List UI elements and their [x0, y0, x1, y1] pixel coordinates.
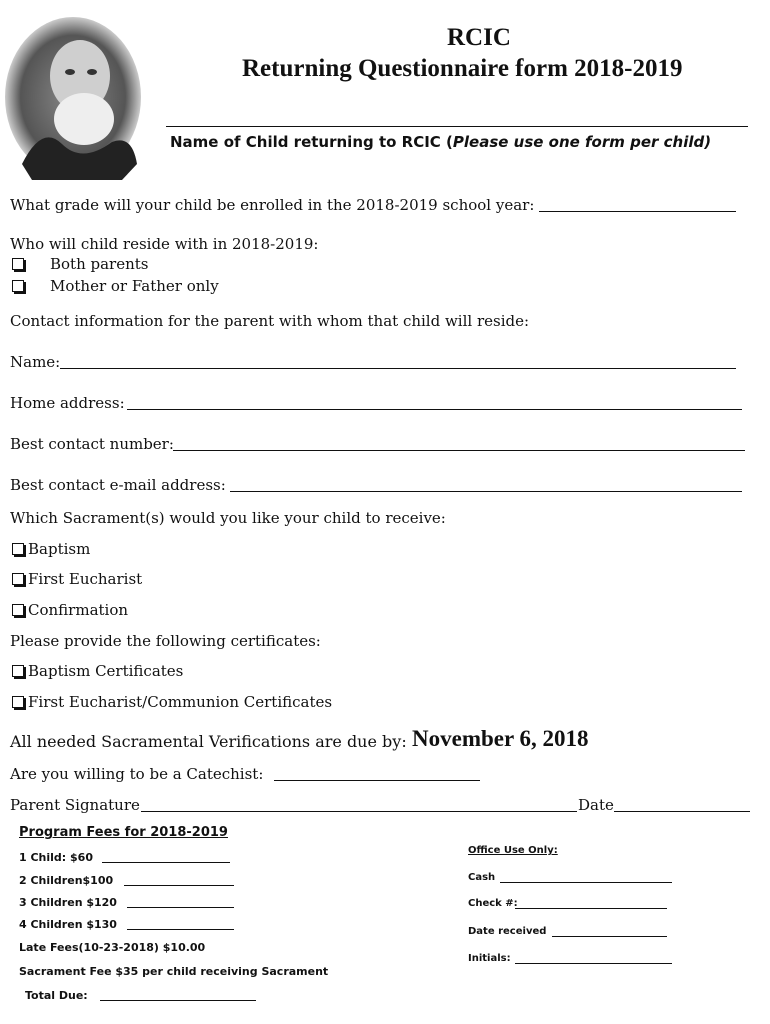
reside-option-single[interactable]: Mother or Father only [12, 277, 219, 295]
signature-label: Parent Signature [10, 796, 140, 814]
office-cash-field[interactable] [500, 882, 672, 883]
catechist-field[interactable] [274, 780, 480, 781]
sacrament-option-confirmation[interactable]: Confirmation [12, 601, 128, 619]
fee-item: 4 Children $130 [19, 918, 117, 931]
office-check-label: Check #: [468, 898, 518, 909]
child-name-label: Name of Child returning to RCIC (Please use one form per child) [170, 133, 712, 151]
checkbox-icon[interactable] [12, 573, 24, 585]
grade-question: What grade will your child be enrolled in the 2018-2019 school year: [10, 196, 535, 214]
office-initials-label: Initials: [468, 953, 511, 964]
email-field[interactable] [230, 491, 742, 492]
checkbox-icon[interactable] [12, 665, 24, 677]
office-initials-field[interactable] [515, 963, 672, 964]
fee-item: 1 Child: $60 [19, 851, 93, 864]
sacrament-question: Which Sacrament(s) would you like your child to receive: [10, 509, 446, 527]
total-due-label: Total Due: [25, 989, 88, 1002]
date-label: Date [578, 796, 614, 814]
name-field[interactable] [60, 368, 736, 369]
catechist-question: Are you willing to be a Catechist: [10, 765, 264, 783]
date-field[interactable] [614, 811, 750, 812]
fee-field[interactable] [124, 885, 234, 886]
signature-field[interactable] [141, 811, 577, 812]
due-label: All needed Sacramental Verifications are due by: [10, 732, 407, 751]
portrait-image [2, 14, 144, 180]
page-title: RCIC [447, 24, 511, 51]
checkbox-icon[interactable] [12, 280, 24, 292]
office-date-field[interactable] [552, 936, 667, 937]
certificates-question: Please provide the following certificates: [10, 632, 321, 650]
sacrament-option-baptism[interactable]: Baptism [12, 540, 90, 558]
contact-number-field[interactable] [173, 450, 745, 451]
fee-field[interactable] [127, 907, 234, 908]
sacrament-option-eucharist[interactable]: First Eucharist [12, 570, 142, 588]
checkbox-icon[interactable] [12, 696, 24, 708]
sacrament-fee: Sacrament Fee $35 per child receiving Sacrament [19, 965, 329, 978]
home-address-field[interactable] [127, 409, 742, 410]
due-date: November 6, 2018 [412, 726, 589, 751]
fee-item: 2 Children$100 [19, 874, 114, 887]
office-heading: Office Use Only: [468, 845, 558, 856]
grade-field[interactable] [539, 211, 736, 212]
checkbox-icon[interactable] [12, 258, 24, 270]
checkbox-icon[interactable] [12, 604, 24, 616]
contact-intro: Contact information for the parent with whom that child will reside: [10, 312, 530, 330]
reside-option-both[interactable]: Both parents [12, 255, 149, 273]
fee-item: 3 Children $120 [19, 896, 117, 909]
checkbox-icon[interactable] [12, 543, 24, 555]
total-due-field[interactable] [100, 1000, 256, 1001]
office-check-field[interactable] [515, 908, 667, 909]
child-name-line[interactable] [166, 126, 748, 127]
late-fee: Late Fees(10-23-2018) $10.00 [19, 941, 206, 954]
home-address-label: Home address: [10, 394, 125, 412]
email-label: Best contact e-mail address: [10, 476, 226, 494]
certificate-option-baptism[interactable]: Baptism Certificates [12, 662, 183, 680]
fee-field[interactable] [102, 862, 230, 863]
office-cash-label: Cash [468, 872, 496, 883]
fee-field[interactable] [127, 929, 234, 930]
page-subtitle: Returning Questionnaire form 2018-2019 [242, 55, 683, 82]
name-label: Name: [10, 353, 61, 371]
office-date-label: Date received [468, 926, 547, 937]
reside-question: Who will child reside with in 2018-2019: [10, 235, 319, 253]
contact-number-label: Best contact number: [10, 435, 174, 453]
fees-heading: Program Fees for 2018-2019 [19, 825, 228, 840]
certificate-option-eucharist[interactable]: First Eucharist/Communion Certificates [12, 693, 332, 711]
